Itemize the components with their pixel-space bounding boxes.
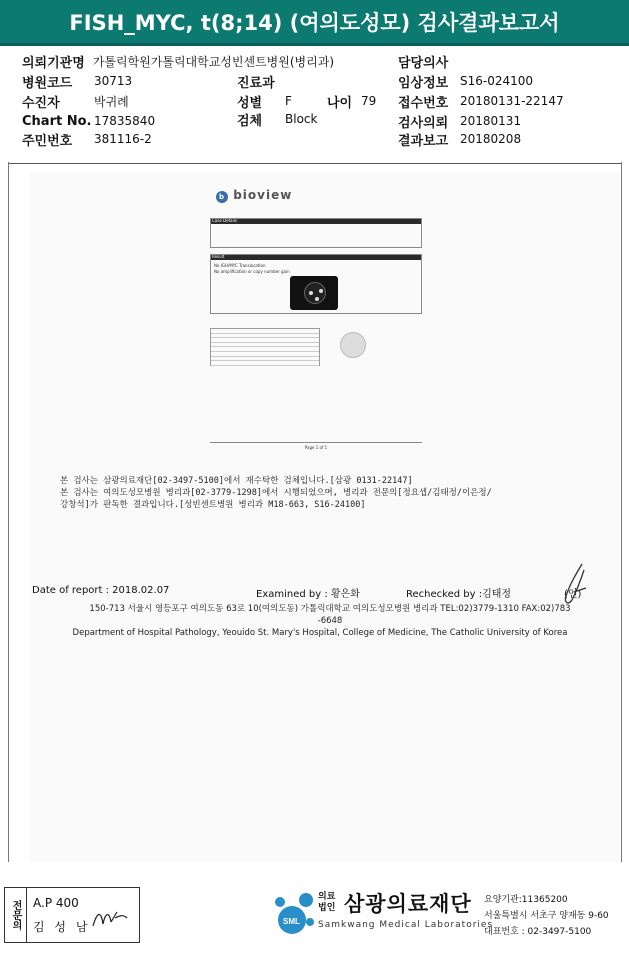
hospital-code-label: 병원코드: [22, 75, 73, 91]
right-border: [621, 162, 622, 862]
institution-row: [22, 52, 334, 70]
contact-line-2: 서울특별시 서초구 양재동 9-60: [484, 911, 609, 921]
examined-by: Examined by : 황은화: [256, 589, 360, 600]
case-details-heading: Case Details: [210, 218, 422, 224]
chart-no-row: [22, 112, 155, 130]
note-line-1: 본 검사는 삼광의료재단[02-3497-5100]에서 재수탁한 검체입니다.[삼광 0131-22147]: [60, 476, 413, 486]
logo-text: SML: [283, 917, 300, 926]
specimen-value: Block: [285, 112, 318, 126]
clinical-info-label: 임상정보: [398, 75, 449, 91]
dept-row: [237, 72, 275, 90]
corp-label-1: 의료: [318, 892, 336, 902]
bioview-logo-mark: b: [216, 191, 228, 203]
doctor-row: [398, 52, 448, 70]
specimen-label: 검체: [237, 113, 263, 129]
receipt-no-row: [398, 92, 564, 110]
id-no-label: 주민번호: [22, 133, 73, 149]
header-divider: [8, 163, 621, 164]
address-line-2: -6648: [317, 616, 343, 626]
sex-value: F: [285, 94, 292, 108]
stats-row: [211, 361, 319, 366]
dept-label: 진료과: [237, 75, 275, 91]
sex-row: [237, 92, 292, 110]
note-line-3: 강창석]가 판독한 결과입니다.[성빈센트병원 병리과 M18-663, S16-24100]: [60, 500, 366, 510]
result-heading: Result: [210, 254, 422, 260]
institution-value: 가톨릭학원가톨릭대학교성빈센트병원(병리과): [92, 54, 335, 69]
hospital-code-row: [22, 72, 132, 90]
rechecked-by: Rechecked by :김태정: [406, 589, 512, 600]
bioview-brand: bioview: [233, 188, 293, 202]
nucleus-shape: [304, 282, 326, 304]
stamp-line-1: A.P 400: [33, 896, 79, 910]
address-line-1: 150-713 서울시 영등포구 여의도동 63로 10(여의도동) 가톨릭대학교 여의도성모병원 병리과 TEL:02)3779-1310 FAX:02)783: [89, 604, 571, 614]
contact-block: [484, 892, 609, 940]
corp-type-label: [318, 892, 335, 914]
id-no-value: 381116-2: [94, 132, 152, 146]
sml-logo-icon: [270, 888, 320, 938]
seal-mark: (인): [564, 589, 582, 600]
case-details-box: [210, 218, 422, 248]
left-border: [8, 162, 9, 862]
corp-label-2: 법인: [318, 903, 336, 913]
age-value: 79: [361, 94, 377, 108]
age-label: 나이: [327, 95, 353, 111]
statistics-table: [210, 328, 320, 366]
sex-label: 성별: [237, 95, 263, 111]
age-row: [327, 92, 376, 110]
contact-line-3: 대표번호 : 02-3497-5100: [484, 927, 592, 937]
report-date-label: 결과보고: [398, 133, 449, 149]
seal-image: [340, 332, 366, 358]
signal-dot: [309, 291, 313, 295]
receipt-no-value: 20180131-22147: [460, 94, 564, 108]
note-line-2: 본 검사는 여의도성모병원 병리과[02-3779-1298]에서 시행되었으며, 병리과 전문의[정요셉/김태정/이은정/: [60, 488, 492, 498]
recipient-label: 수진자: [22, 95, 60, 111]
signal-dot: [319, 289, 323, 293]
footer: [0, 870, 629, 953]
clinical-info-value: S16-024100: [460, 74, 534, 88]
report-date-row: [398, 130, 521, 148]
id-no-row: [22, 130, 152, 148]
embedded-bioview-report: [210, 188, 422, 450]
department-line: Department of Hospital Pathology, Yeouido St. Mary's Hospital, College of Medicine, The Catholic University of Korea: [72, 628, 568, 638]
recipient-value: 박귀례: [94, 94, 129, 109]
result-line-2: No amplification or copy number gain: [214, 269, 290, 274]
receipt-no-label: 접수번호: [398, 95, 449, 111]
small-legend: [375, 334, 415, 346]
request-date-row: [398, 112, 521, 130]
specialist-signature: [91, 906, 131, 932]
request-date-label: 검사의뢰: [398, 115, 449, 131]
institution-label: 의뢰기관명: [22, 55, 85, 71]
bioview-logo: [216, 188, 292, 203]
address-block: [60, 603, 600, 627]
corp-english-name: Samkwang Medical Laboratories: [318, 920, 494, 930]
corp-name: 삼광의료재단: [344, 892, 472, 916]
scan-page-footer: Page 1 of 1: [210, 442, 422, 450]
stamp-side-label: 전문의: [5, 888, 27, 942]
doctor-label: 담당의사: [398, 55, 449, 71]
specialist-stamp: [4, 887, 140, 943]
signal-dot: [315, 297, 319, 301]
report-date-value: 20180208: [460, 132, 522, 146]
recipient-row: [22, 92, 129, 110]
result-line-1: No IGH/MYC Translocation: [214, 263, 266, 268]
date-of-report: Date of report : 2018.02.07: [32, 585, 170, 596]
notes-block: [60, 475, 580, 511]
contact-line-1: 요양기관:11365200: [484, 895, 568, 905]
fish-cell-image: [290, 276, 338, 310]
report-header: [0, 50, 629, 162]
specimen-row: [237, 110, 317, 128]
hospital-code-value: 30713: [94, 74, 133, 88]
chart-no-label: Chart No.: [22, 113, 92, 129]
stamp-line-2: 김 성 남: [33, 920, 91, 934]
chart-no-value: 17835840: [94, 114, 156, 128]
request-date-value: 20180131: [460, 114, 522, 128]
clinical-info-row: [398, 72, 533, 90]
report-title: FISH_MYC, t(8;14) (여의도성모) 검사결과보고서: [0, 0, 629, 46]
